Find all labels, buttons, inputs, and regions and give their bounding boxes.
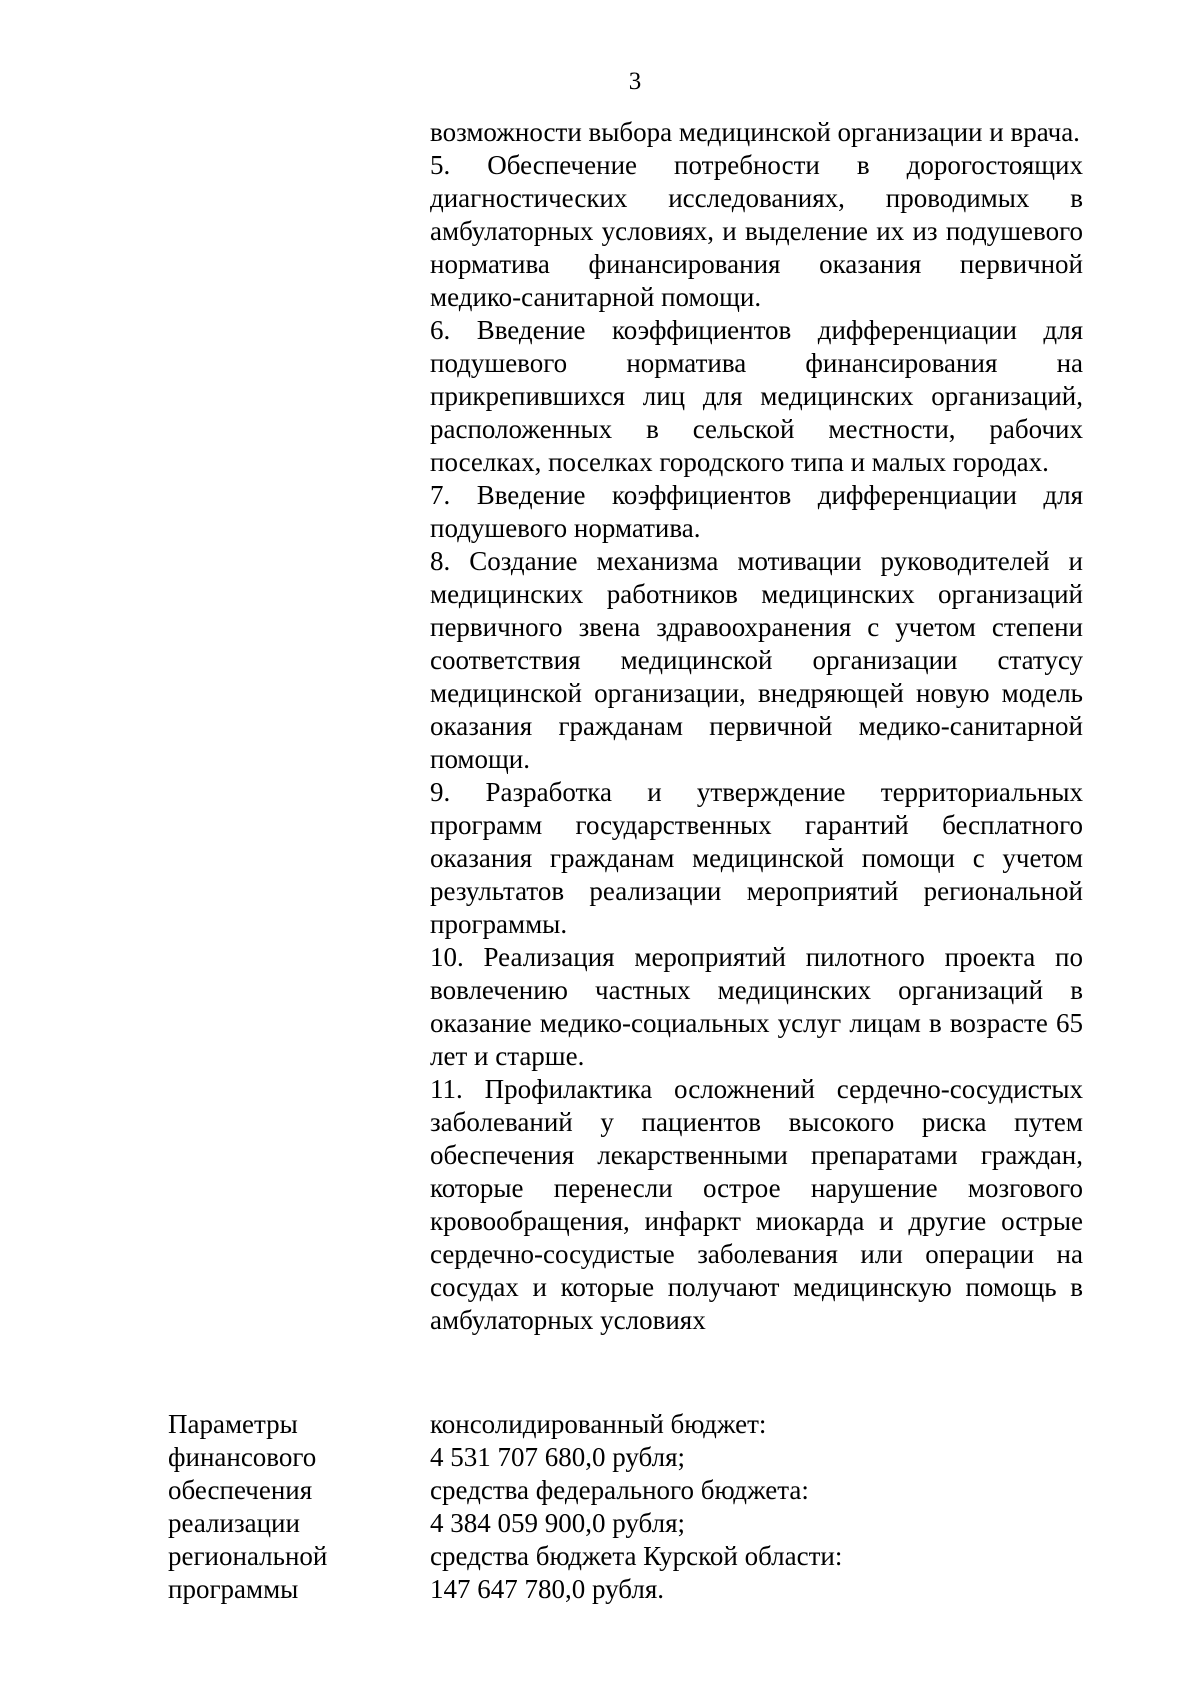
measure-text: 5. Обеспечение потребности в дорогостоящих диагностических исследованиях, проводимых в амбулаторных условиях, и выделение их из подушевого норматива финансирования оказания первичной медико-санитарной помощи. <box>430 150 1083 312</box>
measure-text: 10. Реализация мероприятий пилотного проекта по вовлечению частных медицинских организаций в оказание медико-социальных услуг лицам в возрасте 65 лет и старше. <box>430 942 1083 1071</box>
financing-label-line: Параметры <box>168 1409 298 1439</box>
measure-item <box>430 1073 1083 1337</box>
measure-text: 9. Разработка и утверждение территориальных программ государственных гарантий бесплатного оказания гражданам медицинской помощи с учетом результатов реализации мероприятий региональной программы. <box>430 777 1083 939</box>
measure-text: 8. Создание механизма мотивации руководителей и медицинских работников медицинских организаций первичного звена здравоохранения с учетом степени соответствия медицинской организации статусу медицинской организации, внедряющей новую модель оказания гражданам первичной медико-санитарной помощи. <box>430 546 1083 774</box>
measure-item <box>430 314 1083 479</box>
page-number: 3 <box>628 68 642 95</box>
measure-text: 7. Введение коэффициентов дифференциации для подушевого норматива. <box>430 480 1083 543</box>
measure-text: возможности выбора медицинской организации и врача. <box>430 117 1080 147</box>
financing-label-line: программы <box>168 1574 299 1604</box>
financing-label-line: обеспечения <box>168 1475 313 1505</box>
financing-label-line: региональной <box>168 1541 328 1571</box>
financing-label-line: финансового <box>168 1442 317 1472</box>
financing-value-line: 147 647 780,0 рубля. <box>430 1574 664 1604</box>
measures-list <box>430 116 1083 1337</box>
financing-value-line: 4 531 707 680,0 рубля; <box>430 1442 685 1472</box>
measure-item <box>430 479 1083 545</box>
financing-value-line: консолидированный бюджет: <box>430 1409 767 1439</box>
financing-value-line: средства бюджета Курской области: <box>430 1541 843 1571</box>
financing-label <box>168 1408 430 1606</box>
financing-parameters <box>168 1408 1088 1606</box>
measure-item <box>430 941 1083 1073</box>
measure-item <box>430 149 1083 314</box>
financing-value-line: 4 384 059 900,0 рубля; <box>430 1508 685 1538</box>
financing-value-line: средства федерального бюджета: <box>430 1475 809 1505</box>
measure-text: 11. Профилактика осложнений сердечно-сосудистых заболеваний у пациентов высокого риска путем обеспечения лекарственными препаратами граждан, которые перенесли острое нарушение мозгового кровообращения, инфаркт миокарда и другие острые сердечно-сосудистые заболевания или операции на сосудах и которые получают медицинскую помощь в амбулаторных условиях <box>430 1074 1083 1335</box>
measure-item <box>430 545 1083 776</box>
measure-item <box>430 116 1083 149</box>
measure-item <box>430 776 1083 941</box>
measure-text: 6. Введение коэффициентов дифференциации для подушевого норматива финансирования на прикрепившихся лиц для медицинских организаций, расположенных в сельской местности, рабочих поселках, поселках городского типа и малых городах. <box>430 315 1083 477</box>
financing-values <box>430 1408 1088 1606</box>
financing-label-line: реализации <box>168 1508 300 1538</box>
